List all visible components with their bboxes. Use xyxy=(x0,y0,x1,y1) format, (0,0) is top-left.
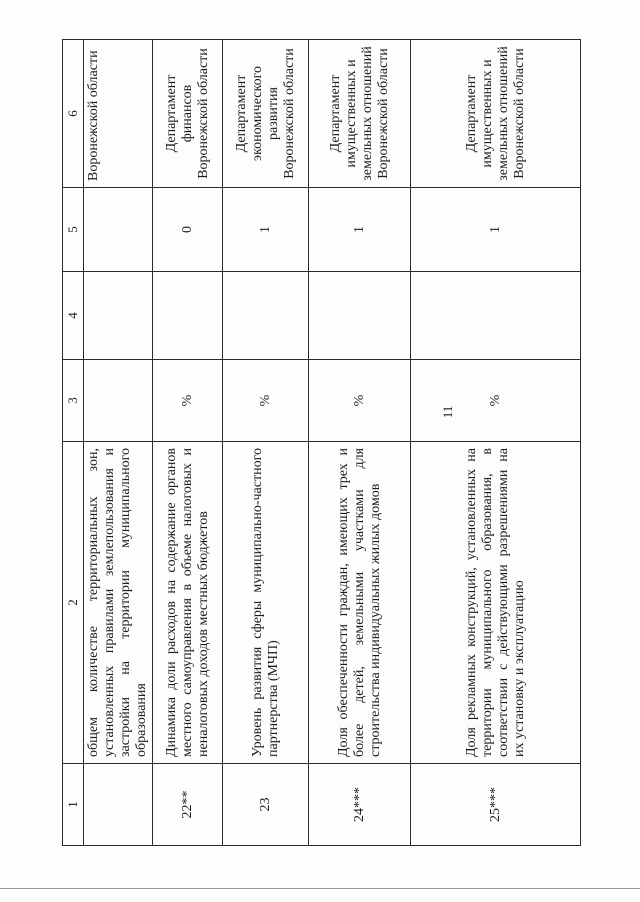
unit-cell: % xyxy=(309,360,411,442)
indicator-name: Доля обеспеченности граждан, имеющих трех и более детей, земельными участками для строительства индивидуальных жилых домов xyxy=(309,442,411,764)
unit-cell xyxy=(84,360,153,442)
table-row xyxy=(309,40,411,846)
responsible-department: Департамент имущественных и земельных отношений Воронежской области xyxy=(411,40,581,188)
indicator-name: общем количестве территориальных зон, установленных правилами землепользования и застройки на территории муниципального образования xyxy=(84,442,153,764)
row-number: 24*** xyxy=(309,764,411,846)
unit-cell: % xyxy=(153,360,223,442)
value-cell-col5 xyxy=(84,188,153,272)
column-header: 5 xyxy=(63,188,84,272)
column-header: 1 xyxy=(63,764,84,846)
value-cell-col4 xyxy=(309,272,411,360)
value-cell-col4 xyxy=(84,272,153,360)
table-row xyxy=(223,40,309,846)
value-cell-col5: 0 xyxy=(153,188,223,272)
row-number: 23 xyxy=(223,764,309,846)
table-header-row xyxy=(63,40,84,846)
unit-cell: % xyxy=(411,360,581,442)
row-number: 22** xyxy=(153,764,223,846)
value-cell-col4 xyxy=(153,272,223,360)
indicator-name: Уровень развития сферы муниципально-частного партнерства (МЧП) xyxy=(223,442,309,764)
value-cell-col5: 1 xyxy=(411,188,581,272)
column-header: 4 xyxy=(63,272,84,360)
responsible-department: Департамент финансов Воронежской области xyxy=(153,40,223,188)
value-cell-col4 xyxy=(223,272,309,360)
value-cell-col4 xyxy=(411,272,581,360)
table-container xyxy=(62,40,580,846)
indicator-name: Динамика доли расходов на содержание органов местного самоуправления в объеме налоговых и неналоговых доходов местных бюджетов xyxy=(153,442,223,764)
value-cell-col5: 1 xyxy=(223,188,309,272)
unit-cell: % xyxy=(223,360,309,442)
responsible-department: Департамент экономического развития Воронежской области xyxy=(223,40,309,188)
column-header: 2 xyxy=(63,442,84,764)
table-row xyxy=(84,40,153,846)
table-row xyxy=(411,40,581,846)
value-cell-col5: 1 xyxy=(309,188,411,272)
row-number: 25*** xyxy=(411,764,581,846)
scan-edge-line xyxy=(0,888,640,889)
responsible-department: Департамент имущественных и земельных отношений Воронежской области xyxy=(309,40,411,188)
row-number xyxy=(84,764,153,846)
table-row xyxy=(153,40,223,846)
indicators-table xyxy=(62,39,581,846)
column-header: 6 xyxy=(63,40,84,188)
column-header: 3 xyxy=(63,360,84,442)
responsible-department: Воронежской области xyxy=(84,40,153,188)
page-number: 11 xyxy=(440,405,455,419)
indicator-name: Доля рекламных конструкций, установленных на территории муниципального образования, в соответствии с действующими разрешениями на их установку и эксплуатацию xyxy=(411,442,581,764)
